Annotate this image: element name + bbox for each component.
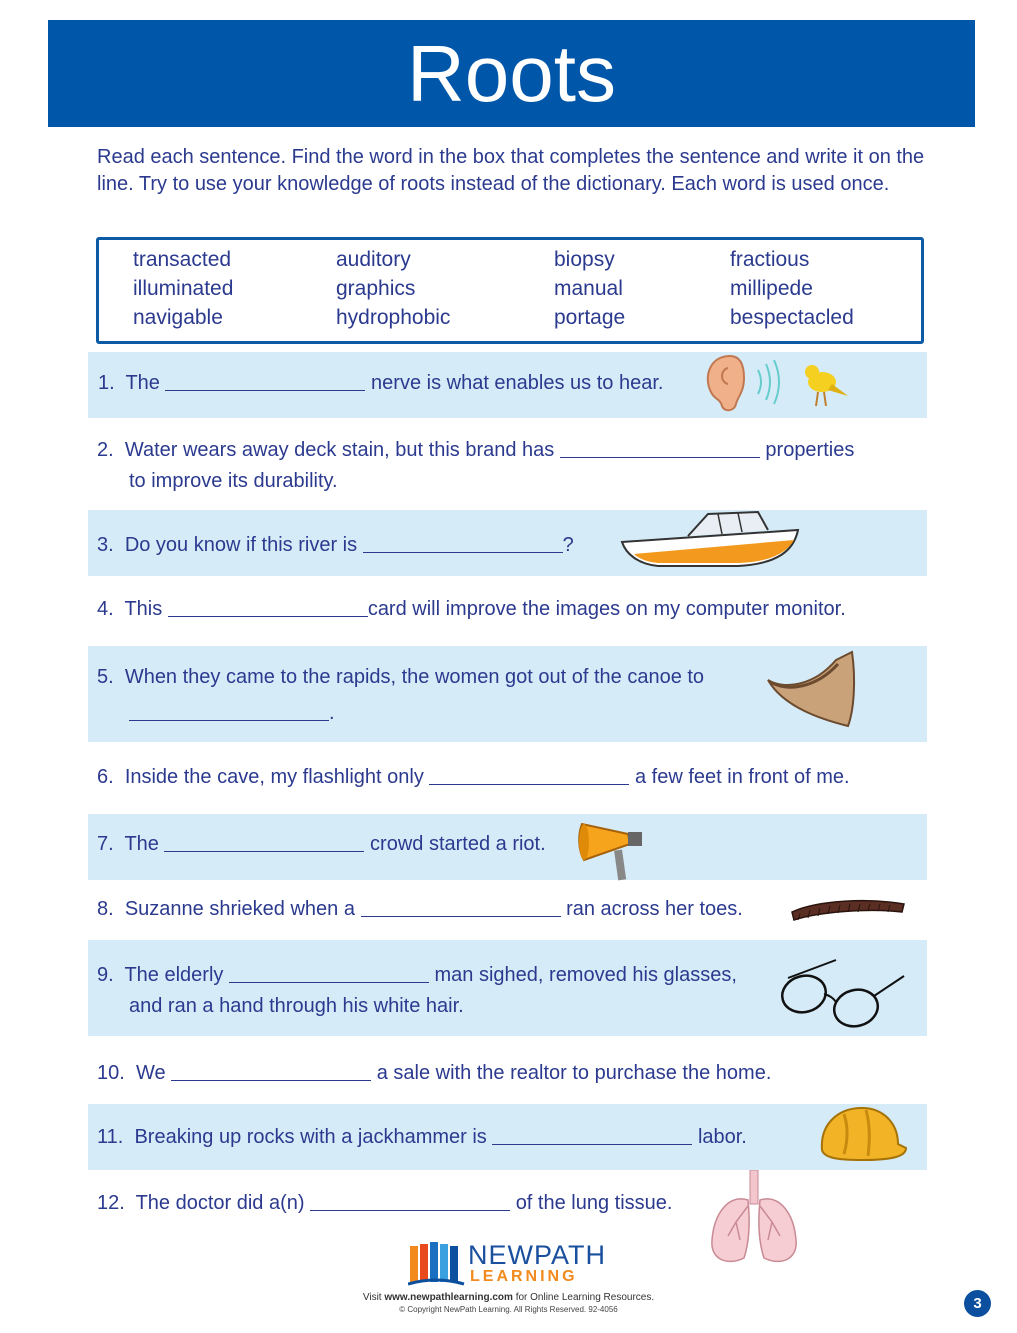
answer-blank[interactable] [129,702,329,721]
question-text: . [329,702,335,724]
question-number: 6. [97,766,114,788]
title-banner [48,20,975,127]
newpath-logo [408,1240,608,1293]
question-10 [88,1036,927,1104]
question-text: labor. [697,1126,747,1148]
answer-blank[interactable] [229,964,429,983]
question-number: 1. [98,372,115,394]
question-number: 5. [97,666,114,688]
question-3 [88,510,927,576]
question-text: Water wears away deck stain, but this brand has [124,439,555,461]
question-4 [88,576,927,646]
question-text: We [135,1062,166,1084]
question-2 [88,418,927,510]
question-number: 9. [97,964,114,986]
eyeglasses-icon [778,954,908,1034]
question-text: a sale with the realtor to purchase the home. [376,1062,772,1084]
question-8 [88,880,927,940]
question-number: 2. [97,439,114,461]
footer-visit-prefix: Visit [362,1292,382,1303]
question-number: 4. [97,598,114,620]
answer-blank[interactable] [363,534,563,553]
question-text: a few feet in front of me. [634,766,850,788]
question-12 [88,1170,927,1240]
lungs-illustration [708,1170,800,1270]
question-number: 8. [97,898,114,920]
logo-wordmark-top: NEWPATH [468,1240,606,1270]
answer-blank[interactable] [492,1126,692,1145]
word-box-word: graphics [336,277,416,300]
question-number: 3. [97,534,114,556]
answer-blank[interactable] [560,439,760,458]
question-number: 10. [97,1062,125,1084]
answer-blank[interactable] [164,833,364,852]
question-text: This [124,598,163,620]
logo-wordmark-bottom: LEARNING [470,1268,578,1285]
question-text: Inside the cave, my flashlight only [124,766,424,788]
question-text: Suzanne shrieked when a [124,898,355,920]
word-box [96,237,924,344]
word-box-word: bespectacled [730,306,854,329]
word-box-word: fractious [730,248,810,271]
word-box-word: illuminated [133,277,234,300]
question-text: properties [765,439,855,461]
question-text: crowd started a riot. [370,833,546,855]
page-number: 3 [964,1290,991,1317]
question-text: nerve is what enables us to hear. [371,372,664,394]
footer-visit-suffix: for Online Learning Resources. [515,1292,655,1303]
question-text: ? [562,534,574,556]
question-text: Do you know if this river is [124,534,358,556]
question-text: When they came to the rapids, the women got out of the canoe to [124,666,705,688]
question-number: 7. [97,833,114,855]
hard-hat-icon [814,1104,910,1168]
ear-bird-illustration [700,348,860,416]
question-text: The doctor did a(n) [135,1192,305,1214]
word-box-word: hydrophobic [336,306,451,329]
answer-blank[interactable] [429,766,629,785]
canoe-illustration [764,650,858,728]
question-7 [88,814,927,880]
word-box-word: navigable [133,306,223,329]
question-6 [88,742,927,814]
answer-blank[interactable] [171,1062,371,1081]
question-text: The [125,372,160,394]
question-text: man sighed, removed his glasses, [434,964,737,986]
question-text: ran across her toes. [566,898,743,920]
question-number: 11. [97,1126,124,1148]
question-1 [88,352,927,418]
answer-blank[interactable] [361,898,561,917]
question-5 [88,646,927,742]
question-text-continued: and ran a hand through his white hair. [129,995,464,1017]
question-text: of the lung tissue. [515,1192,673,1214]
question-9 [88,940,927,1036]
footer-visit [0,1292,1017,1303]
question-text: Breaking up rocks with a jackhammer is [134,1126,487,1148]
word-box-word: portage [554,306,626,329]
question-11 [88,1104,927,1170]
footer-copyright: © Copyright NewPath Learning. All Rights Reserved. 92-4056 [399,1305,618,1314]
question-number: 12. [97,1192,125,1214]
speedboat-illustration [618,506,808,576]
question-text: card will improve the images on my computer monitor. [367,598,846,620]
word-box-word: transacted [133,248,232,271]
word-box-word: manual [554,277,623,300]
question-text: The elderly [124,964,224,986]
millipede-illustration [788,892,908,922]
answer-blank[interactable] [165,372,365,391]
answer-blank[interactable] [168,598,368,617]
footer-url[interactable]: www.newpathlearning.com [384,1292,513,1303]
word-box-word: millipede [730,277,813,300]
word-box-word: biopsy [554,248,615,271]
page-title: Roots [407,29,616,118]
question-text-continued: to improve its durability. [129,470,338,492]
instructions: Read each sentence. Find the word in the box that completes the sentence and write it on the line. Try to use your knowledge of roots instead of the dictionary. Each word is used once. [97,146,925,195]
question-text: The [124,833,159,855]
megaphone-icon [576,814,652,886]
answer-blank[interactable] [310,1192,510,1211]
word-box-word: auditory [336,248,411,271]
